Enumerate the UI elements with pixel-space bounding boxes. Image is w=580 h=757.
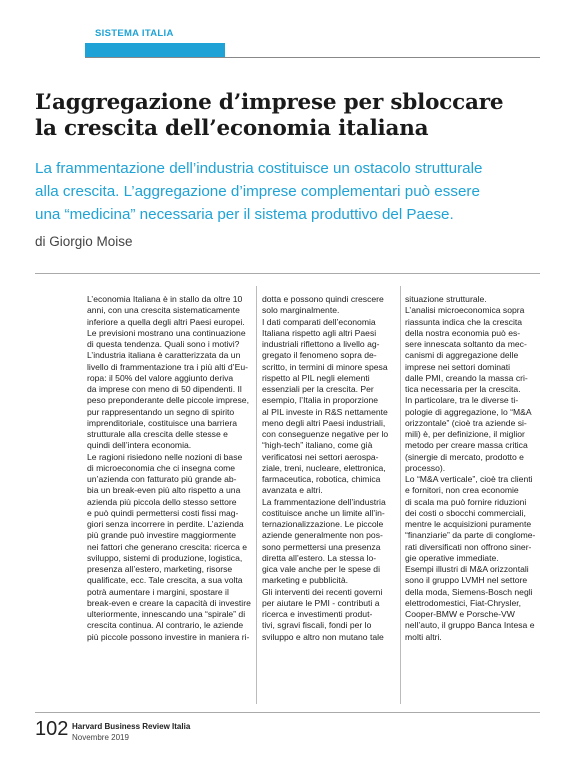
body-line: molti altri. <box>405 631 442 642</box>
lead-line: La frammentazione dell’industria costituisce un ostacolo strutturale <box>35 160 483 177</box>
body-line: di scala ma può fornire riduzioni <box>405 496 527 507</box>
body-line: “finanziarie” da parte di conglome- <box>405 530 536 541</box>
body-line: tica necessaria per la crescita. <box>405 384 521 394</box>
body-line: ulteriormente, innescando una “spirale” di <box>87 609 246 619</box>
page-number: 102 <box>35 718 69 740</box>
article-lead <box>35 157 535 226</box>
body-line: costituisce anche un limite all’in- <box>262 507 385 518</box>
body-line: essenziali per la crescita. Per <box>262 384 374 394</box>
body-line: quindi dell’intera economia. <box>87 440 192 451</box>
body-line: riassunta indica che la crescita <box>405 316 523 327</box>
body-line: potrà aumentare i margini, spostare il <box>87 586 229 597</box>
top-divider <box>35 273 540 274</box>
body-line: per aiutare le PMI - contributi a <box>262 597 380 608</box>
body-line: L’economia Italiana è in stallo da oltre 10 <box>87 294 243 304</box>
body-line: situazione strutturale. <box>405 294 487 304</box>
body-line: “high-tech” italiano, come già <box>262 440 373 451</box>
body-line: sere innescata soltanto da mec- <box>405 339 527 349</box>
body-line: elettrodomestici, Fiat-Chrysler, <box>405 597 522 608</box>
body-line: di questa tendenza. Quali sono i motivi? <box>87 339 240 349</box>
body-line: verificatosi nei settori aerospa- <box>262 451 379 462</box>
body-line: mentre le acquisizioni puramente <box>405 519 532 529</box>
body-line: gica vale anche per le spese di <box>262 564 381 574</box>
body-line: scritto, in termini di minore spesa <box>262 361 388 372</box>
body-line: orizzontale” (cioè tra aziende si- <box>405 417 527 428</box>
body-line: I dati comparati dell’economia <box>262 316 376 327</box>
body-line: ziale, treni, nucleare, elettronica, <box>262 462 386 473</box>
body-line: avanzata e altri. <box>262 485 323 496</box>
body-line: azienda più piccola dello stesso settore <box>87 496 237 507</box>
body-line: da imprese con meno di 50 dipendenti. Il <box>87 384 242 394</box>
body-line: rati diversificati non offrono siner- <box>405 541 532 552</box>
body-line: Le ragioni risiedono nelle nozioni di base <box>87 451 243 462</box>
body-line: con conseguenze negative per lo <box>262 429 389 439</box>
body-line: ternazionalizzazione. Le piccole <box>262 519 384 529</box>
body-line: nei fattori che generano crescita: ricerca e <box>87 541 248 552</box>
article-title <box>35 90 555 142</box>
body-line: In particolare, tra le diverse ti- <box>405 395 519 406</box>
body-line: diretta all’estero. La stessa lo- <box>262 552 377 563</box>
body-line: meno degli altri Paesi industriali, <box>262 417 386 428</box>
body-line: Esempi illustri di M&A orizzontali <box>405 564 529 574</box>
body-line: più grande può investire maggiormente <box>87 530 237 541</box>
body-line: inferiore a quella degli altri Paesi europei. <box>87 316 245 327</box>
body-line: (sinergie di mercato, prodotto e <box>405 451 524 462</box>
body-line: Cooper-BMW e Porsche-VW <box>405 609 515 619</box>
body-line: dotta e possono quindi crescere <box>262 294 384 304</box>
body-line: aziende generalmente non pos- <box>262 530 383 541</box>
text-column-3 <box>405 294 541 643</box>
lead-line: alla crescita. L’aggregazione d’imprese complementari può essere <box>35 183 480 200</box>
body-line: Gli interventi dei recenti governi <box>262 586 383 597</box>
text-column-1 <box>87 294 249 643</box>
body-line: tivi, sgravi fiscali, fondi per lo <box>262 620 372 631</box>
title-line: la crescita dell’economia italiana <box>35 116 429 141</box>
body-line: marketing e pubblicità. <box>262 575 348 586</box>
body-line: bia un break-even più alto rispetto a una <box>87 485 241 496</box>
body-line: processo). <box>405 462 446 473</box>
body-line: al PIL investe in R&S nettamente <box>262 406 388 417</box>
text-column-2 <box>262 294 398 643</box>
body-line: Lo “M&A verticale”, cioè tra clienti <box>405 474 533 484</box>
body-line: della moda, Siemens-Bosch negli <box>405 586 533 597</box>
article-byline: di Giorgio Moise <box>35 234 133 249</box>
body-line: Le previsioni mostrano una continuazione <box>87 327 246 338</box>
body-line: e può quindi permettersi costi fissi mag- <box>87 507 239 518</box>
body-line: imprese nei settori dominati <box>405 361 511 372</box>
column-divider <box>256 286 257 704</box>
body-line: ropa: il 50% del valore aggiunto deriva <box>87 372 234 383</box>
body-line: livello di frammentazione tra i più alti d’Eu- <box>87 361 248 372</box>
body-line: qualificate, ecc. Tale crescita, a sua volta <box>87 575 243 586</box>
body-line: nell’auto, il gruppo Banca Intesa e <box>405 620 535 631</box>
body-line: ricerca e investimenti produt- <box>262 609 373 619</box>
body-line: dalle PMI, creando la massa cri- <box>405 372 528 383</box>
body-line: più piccole possono investire in maniera ri- <box>87 631 250 642</box>
body-line: giori senza incorrere in perdite. L’azienda <box>87 519 244 529</box>
body-line: dei costi o sbocchi commerciali, <box>405 507 526 518</box>
body-line: solo marginalmente. <box>262 305 340 316</box>
body-line: farmaceutica, robotica, chimica <box>262 474 381 484</box>
body-line: della nostra economia può es- <box>405 327 521 338</box>
body-line: presenza all’estero, marketing, risorse <box>87 564 233 574</box>
column-divider <box>400 286 401 704</box>
bottom-divider <box>35 712 540 713</box>
body-line: sviluppo, sistemi di produzione, logistica, <box>87 552 243 563</box>
body-line: sono permettersi una presenza <box>262 541 381 552</box>
title-line: L’aggregazione d’imprese per sbloccare <box>35 90 504 115</box>
body-line: gie operative immediate. <box>405 552 499 563</box>
body-line: sono il gruppo LVMH nel settore <box>405 575 528 586</box>
body-line: metodo per creare massa critica <box>405 440 528 451</box>
body-line: sviluppo e altro non mutano tale <box>262 631 384 642</box>
body-line: crescita continua. Al contrario, le aziende <box>87 620 244 631</box>
body-line: break-even e creare la capacità di investire <box>87 597 251 608</box>
body-line: industriali riflettono a livello ag- <box>262 339 380 349</box>
body-line: peso preponderante delle piccole imprese, <box>87 395 249 406</box>
body-line: di microeconomia che ci insegna come <box>87 462 236 473</box>
body-line: un’azienda con fatturato più grande ab- <box>87 474 237 484</box>
body-line: La frammentazione dell’industria <box>262 496 386 507</box>
body-line: strutturale alla crescita delle stesse e <box>87 429 228 439</box>
body-line: esempio, l’Italia in proporzione <box>262 395 379 406</box>
body-line: mili) è, per definizione, il miglior <box>405 429 525 439</box>
lead-line: una “medicina” necessaria per il sistema produttivo del Paese. <box>35 206 454 223</box>
body-line: canismi di aggregazione delle <box>405 350 519 361</box>
body-line: Italiana rispetto agli altri Paesi <box>262 327 377 338</box>
body-line: gregato il fenomeno sopra de- <box>262 350 377 361</box>
body-line: anni, con una crescita sistematicamente <box>87 305 240 316</box>
body-line: L’industria italiana è caratterizzata da un <box>87 350 241 361</box>
body-line: pur rappresentando un segno di spirito <box>87 406 235 417</box>
issue-date: Novembre 2019 <box>72 733 129 742</box>
body-line: rispetto al PIL negli elementi <box>262 372 370 383</box>
body-line: pologie di aggregazione, lo “M&A <box>405 406 532 417</box>
section-accent-bar <box>85 43 225 57</box>
section-header <box>85 0 225 39</box>
body-line: e fornitori, non crea economie <box>405 485 519 496</box>
body-line: L’analisi microeconomica sopra <box>405 305 525 316</box>
section-label: SISTEMA ITALIA <box>95 28 174 39</box>
body-line: imprenditoriale, costituisce una barriera <box>87 417 237 428</box>
magazine-name: Harvard Business Review Italia <box>72 722 191 731</box>
section-rule <box>85 57 540 58</box>
